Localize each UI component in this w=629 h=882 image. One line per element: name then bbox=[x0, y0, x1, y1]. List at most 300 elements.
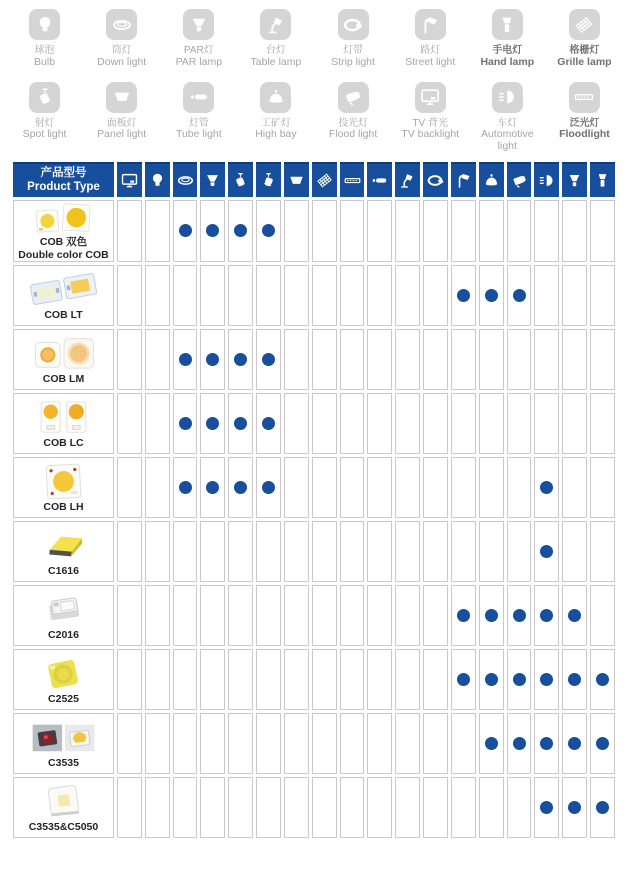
legend-item bbox=[315, 9, 392, 69]
legend-label-en: Floodlight bbox=[559, 128, 610, 141]
compatibility-dot bbox=[206, 417, 219, 430]
matrix-cell bbox=[145, 457, 170, 518]
matrix-row-c1616 bbox=[13, 521, 615, 582]
legend-label-en: High bay bbox=[255, 128, 297, 141]
matrix-cell bbox=[507, 649, 532, 710]
matrix-cell bbox=[507, 777, 532, 838]
table-lamp-icon bbox=[260, 9, 291, 40]
legend-item bbox=[83, 9, 160, 69]
matrix-cell bbox=[340, 329, 365, 390]
compatibility-dot bbox=[485, 289, 498, 302]
matrix-cell bbox=[451, 457, 476, 518]
matrix-row-cob-lh bbox=[13, 457, 615, 518]
matrix-cell bbox=[117, 393, 142, 454]
matrix-cell bbox=[173, 585, 198, 646]
matrix-cell bbox=[312, 393, 337, 454]
automotive-light-icon bbox=[492, 82, 523, 113]
matrix-cell bbox=[367, 713, 392, 774]
matrix-cell bbox=[173, 713, 198, 774]
matrix-cell bbox=[534, 393, 559, 454]
compatibility-dot bbox=[540, 673, 553, 686]
matrix-row-c2525 bbox=[13, 649, 615, 710]
matrix-cell bbox=[284, 393, 309, 454]
matrix-cell bbox=[312, 265, 337, 326]
compatibility-dot bbox=[262, 481, 275, 494]
matrix-cell bbox=[562, 713, 587, 774]
legend-label-en: Grille lamp bbox=[557, 55, 612, 68]
matrix-cell bbox=[423, 393, 448, 454]
product-image-cob-lh bbox=[14, 462, 113, 500]
product-label: C3535 bbox=[48, 756, 79, 769]
hand-lamp-icon bbox=[492, 9, 523, 40]
compatibility-dot bbox=[513, 609, 526, 622]
product-label: COB LM bbox=[42, 372, 85, 385]
matrix-cell bbox=[395, 585, 420, 646]
product-label: COB LT bbox=[44, 308, 83, 321]
matrix-cell bbox=[507, 713, 532, 774]
matrix-cell bbox=[479, 713, 504, 774]
compatibility-dot bbox=[234, 481, 247, 494]
matrix-cell bbox=[340, 265, 365, 326]
product-image-cob-double bbox=[14, 201, 113, 235]
matrix-row-cob-lt bbox=[13, 265, 615, 326]
matrix-cell bbox=[340, 777, 365, 838]
compatibility-dot bbox=[485, 673, 498, 686]
compatibility-dot bbox=[179, 224, 192, 237]
compatibility-dot bbox=[179, 353, 192, 366]
matrix-cell bbox=[340, 393, 365, 454]
compatibility-dot bbox=[234, 224, 247, 237]
matrix-cell bbox=[117, 200, 142, 262]
matrix-cell bbox=[228, 457, 253, 518]
matrix-header-down-light-icon bbox=[173, 162, 198, 197]
matrix-cell bbox=[562, 329, 587, 390]
matrix-cell bbox=[117, 777, 142, 838]
matrix-cell bbox=[117, 329, 142, 390]
matrix-cell bbox=[228, 393, 253, 454]
compatibility-dot bbox=[568, 609, 581, 622]
matrix-cell bbox=[117, 265, 142, 326]
matrix-cell bbox=[228, 585, 253, 646]
matrix-cell bbox=[256, 200, 281, 262]
matrix-cell bbox=[479, 585, 504, 646]
compatibility-dot bbox=[206, 481, 219, 494]
high-bay-icon bbox=[260, 82, 291, 113]
matrix-cell bbox=[312, 329, 337, 390]
matrix-header-par-lamp-icon bbox=[200, 162, 225, 197]
product-label: COB 双色 bbox=[39, 235, 88, 248]
matrix-cell bbox=[200, 329, 225, 390]
matrix-row-cob-lm bbox=[13, 329, 615, 390]
matrix-cell bbox=[451, 777, 476, 838]
matrix-body bbox=[13, 200, 615, 838]
matrix-cell bbox=[145, 585, 170, 646]
matrix-cell bbox=[200, 200, 225, 262]
compatibility-dot bbox=[262, 353, 275, 366]
matrix-cell bbox=[284, 649, 309, 710]
matrix-cell bbox=[173, 265, 198, 326]
matrix-cell bbox=[395, 329, 420, 390]
matrix-cell bbox=[145, 521, 170, 582]
matrix-cell bbox=[256, 713, 281, 774]
compatibility-dot bbox=[596, 801, 609, 814]
product-image-c3535 bbox=[14, 718, 113, 756]
compatibility-dot bbox=[262, 224, 275, 237]
matrix-cell bbox=[367, 649, 392, 710]
matrix-cell bbox=[256, 777, 281, 838]
matrix-cell bbox=[284, 713, 309, 774]
matrix-cell bbox=[423, 777, 448, 838]
legend-item bbox=[6, 82, 83, 153]
product-cell-c2016 bbox=[13, 585, 114, 646]
legend-item bbox=[392, 9, 469, 69]
legend-label-zh: PAR灯 bbox=[183, 45, 214, 56]
matrix-cell bbox=[590, 713, 615, 774]
grille-lamp-icon bbox=[569, 9, 600, 40]
matrix-cell bbox=[395, 713, 420, 774]
matrix-row-cob-double bbox=[13, 200, 615, 262]
matrix-row-c3535 bbox=[13, 713, 615, 774]
matrix-cell bbox=[145, 393, 170, 454]
legend-label-zh: 路灯 bbox=[420, 45, 441, 56]
matrix-cell bbox=[562, 200, 587, 262]
compatibility-dot bbox=[540, 801, 553, 814]
matrix-cell bbox=[256, 649, 281, 710]
matrix-cell bbox=[312, 585, 337, 646]
matrix-cell bbox=[479, 777, 504, 838]
matrix-cell bbox=[200, 649, 225, 710]
legend-label-zh: 投光灯 bbox=[338, 117, 369, 129]
compatibility-dot bbox=[179, 417, 192, 430]
product-image-cob-lm bbox=[14, 334, 113, 372]
product-image-cob-lt bbox=[14, 270, 113, 308]
matrix-cell bbox=[340, 521, 365, 582]
legend-label-en: Strip light bbox=[331, 55, 375, 68]
matrix-cell bbox=[395, 200, 420, 262]
matrix-cell bbox=[312, 200, 337, 262]
matrix-cell bbox=[173, 521, 198, 582]
matrix-cell bbox=[451, 329, 476, 390]
matrix-cell bbox=[534, 521, 559, 582]
matrix-cell bbox=[534, 649, 559, 710]
matrix-cell bbox=[312, 457, 337, 518]
legend-label-zh: 工矿灯 bbox=[260, 117, 291, 129]
product-label: C3535&C5050 bbox=[28, 820, 99, 833]
compatibility-dot bbox=[596, 737, 609, 750]
product-image-c3535-c5050 bbox=[14, 782, 113, 820]
matrix-cell bbox=[173, 393, 198, 454]
matrix-cell bbox=[395, 393, 420, 454]
matrix-cell bbox=[451, 200, 476, 262]
matrix-cell bbox=[228, 777, 253, 838]
compatibility-dot bbox=[540, 545, 553, 558]
legend-label-zh: 手电灯 bbox=[492, 45, 523, 56]
product-label: COB LH bbox=[43, 500, 84, 513]
product-type-matrix bbox=[10, 159, 618, 841]
matrix-cell bbox=[340, 713, 365, 774]
matrix-cell bbox=[367, 393, 392, 454]
matrix-cell bbox=[479, 265, 504, 326]
legend-label-en: TV backlight bbox=[401, 128, 460, 141]
tube-light-icon bbox=[183, 82, 214, 113]
matrix-cell bbox=[284, 200, 309, 262]
matrix-cell bbox=[534, 713, 559, 774]
down-light-icon bbox=[106, 9, 137, 40]
matrix-cell bbox=[284, 265, 309, 326]
matrix-cell bbox=[534, 777, 559, 838]
legend-item bbox=[469, 9, 546, 69]
compatibility-dot bbox=[457, 289, 470, 302]
matrix-cell bbox=[507, 521, 532, 582]
matrix-cell bbox=[173, 777, 198, 838]
matrix-cell bbox=[423, 200, 448, 262]
panel-light-icon bbox=[106, 82, 137, 113]
legend-label-en: PAR lamp bbox=[175, 55, 223, 68]
matrix-cell bbox=[507, 200, 532, 262]
legend-label-en: Flood light bbox=[328, 128, 378, 141]
matrix-header-spot-light-a-icon bbox=[228, 162, 253, 197]
matrix-cell bbox=[451, 521, 476, 582]
matrix-cell bbox=[479, 200, 504, 262]
matrix-cell bbox=[395, 521, 420, 582]
matrix-cell bbox=[284, 521, 309, 582]
legend-label-zh: 车灯 bbox=[497, 117, 518, 129]
matrix-cell bbox=[145, 649, 170, 710]
matrix-cell bbox=[200, 777, 225, 838]
compatibility-dot bbox=[568, 737, 581, 750]
product-cell-c1616 bbox=[13, 521, 114, 582]
matrix-cell bbox=[173, 200, 198, 262]
matrix-cell bbox=[451, 585, 476, 646]
legend-item bbox=[83, 82, 160, 153]
legend-label-zh: 面板灯 bbox=[106, 117, 137, 129]
legend-label-en: Street light bbox=[405, 55, 456, 68]
matrix-cell bbox=[590, 457, 615, 518]
matrix-cell bbox=[562, 585, 587, 646]
matrix-header-automotive-light-icon bbox=[534, 162, 559, 197]
compatibility-dot bbox=[206, 224, 219, 237]
legend-label-zh: 筒灯 bbox=[111, 45, 132, 56]
compatibility-dot bbox=[596, 673, 609, 686]
compatibility-dot bbox=[206, 353, 219, 366]
matrix-cell bbox=[312, 521, 337, 582]
product-label: Double color COB bbox=[18, 248, 109, 261]
matrix-header-street-light-icon bbox=[451, 162, 476, 197]
legend-label-zh: 灯带 bbox=[343, 45, 364, 56]
matrix-cell bbox=[200, 521, 225, 582]
matrix-cell bbox=[423, 649, 448, 710]
matrix-cell bbox=[451, 393, 476, 454]
matrix-cell bbox=[534, 457, 559, 518]
matrix-cell bbox=[534, 200, 559, 262]
matrix-row-c2016 bbox=[13, 585, 615, 646]
legend-label-en: Automotive light bbox=[481, 128, 534, 153]
matrix-header-flood-light-icon bbox=[507, 162, 532, 197]
matrix-cell bbox=[562, 521, 587, 582]
legend-label-en: Hand lamp bbox=[480, 55, 535, 68]
matrix-cell bbox=[145, 265, 170, 326]
matrix-cell bbox=[590, 777, 615, 838]
matrix-cell bbox=[590, 200, 615, 262]
matrix-cell bbox=[423, 521, 448, 582]
matrix-cell bbox=[340, 649, 365, 710]
legend-item bbox=[469, 82, 546, 153]
matrix-cell bbox=[562, 457, 587, 518]
matrix-cell bbox=[256, 457, 281, 518]
product-cell-cob-lm bbox=[13, 329, 114, 390]
matrix-cell bbox=[479, 457, 504, 518]
matrix-cell bbox=[117, 649, 142, 710]
compatibility-dot bbox=[568, 673, 581, 686]
compatibility-dot bbox=[485, 609, 498, 622]
legend-label-zh: 台灯 bbox=[265, 45, 286, 56]
matrix-cell bbox=[367, 265, 392, 326]
legend-item bbox=[546, 82, 623, 153]
street-light-icon bbox=[415, 9, 446, 40]
matrix-header-tube-light-icon bbox=[367, 162, 392, 197]
compatibility-dot bbox=[179, 481, 192, 494]
matrix-cell bbox=[534, 265, 559, 326]
matrix-cell bbox=[312, 713, 337, 774]
matrix-cell bbox=[479, 649, 504, 710]
bulb-icon bbox=[29, 9, 60, 40]
matrix-cell bbox=[451, 713, 476, 774]
matrix-header-bulb-icon bbox=[145, 162, 170, 197]
matrix-header-floodlight-strip-icon bbox=[340, 162, 365, 197]
product-cell-cob-lt bbox=[13, 265, 114, 326]
product-type-header-cell bbox=[13, 162, 114, 197]
compatibility-dot bbox=[540, 481, 553, 494]
matrix-cell bbox=[590, 329, 615, 390]
matrix-cell bbox=[423, 713, 448, 774]
product-cell-c3535 bbox=[13, 713, 114, 774]
matrix-cell bbox=[367, 777, 392, 838]
matrix-cell bbox=[507, 265, 532, 326]
matrix-cell bbox=[200, 713, 225, 774]
matrix-cell bbox=[173, 329, 198, 390]
matrix-cell bbox=[590, 265, 615, 326]
matrix-cell bbox=[395, 649, 420, 710]
compatibility-dot bbox=[513, 737, 526, 750]
legend-label-zh: 泛光灯 bbox=[569, 117, 600, 129]
product-cell-c2525 bbox=[13, 649, 114, 710]
compatibility-dot bbox=[234, 353, 247, 366]
matrix-cell bbox=[367, 521, 392, 582]
matrix-cell bbox=[256, 585, 281, 646]
matrix-header-panel-light-icon bbox=[284, 162, 309, 197]
matrix-cell bbox=[200, 393, 225, 454]
matrix-cell bbox=[367, 457, 392, 518]
matrix-header-tv-backlight-icon bbox=[117, 162, 142, 197]
legend-item bbox=[237, 82, 314, 153]
matrix-cell bbox=[256, 329, 281, 390]
strip-light-icon bbox=[338, 9, 369, 40]
product-label: COB LC bbox=[43, 436, 84, 449]
matrix-cell bbox=[117, 585, 142, 646]
legend-row-1 bbox=[6, 9, 623, 69]
matrix-header-hand-lamp-icon bbox=[590, 162, 615, 197]
product-label: C1616 bbox=[48, 564, 79, 577]
legend-label-en: Table lamp bbox=[250, 55, 302, 68]
product-image-cob-lc bbox=[14, 398, 113, 436]
matrix-cell bbox=[395, 777, 420, 838]
legend-item bbox=[392, 82, 469, 153]
matrix-cell bbox=[284, 585, 309, 646]
matrix-cell bbox=[228, 713, 253, 774]
lamp-type-legend bbox=[0, 0, 629, 153]
compatibility-dot bbox=[540, 737, 553, 750]
matrix-cell bbox=[117, 713, 142, 774]
matrix-header-table-lamp-icon bbox=[395, 162, 420, 197]
matrix-cell bbox=[451, 265, 476, 326]
matrix-cell bbox=[228, 329, 253, 390]
legend-label-en: Bulb bbox=[34, 55, 56, 68]
legend-label-en: Spot light bbox=[22, 128, 67, 141]
legend-label-zh: 灯管 bbox=[188, 117, 209, 129]
legend-label-en: Tube light bbox=[175, 128, 222, 141]
matrix-cell bbox=[256, 265, 281, 326]
matrix-cell bbox=[507, 457, 532, 518]
matrix-cell bbox=[228, 649, 253, 710]
matrix-cell bbox=[145, 329, 170, 390]
compatibility-dot bbox=[485, 737, 498, 750]
matrix-header-high-bay-icon bbox=[479, 162, 504, 197]
product-label: C2525 bbox=[48, 692, 79, 705]
matrix-cell bbox=[340, 585, 365, 646]
matrix-cell bbox=[479, 521, 504, 582]
floodlight-strip-icon bbox=[569, 82, 600, 113]
matrix-cell bbox=[117, 457, 142, 518]
legend-row-2 bbox=[6, 82, 623, 153]
matrix-cell bbox=[423, 457, 448, 518]
legend-item bbox=[160, 9, 237, 69]
matrix-cell bbox=[256, 393, 281, 454]
flood-light-icon bbox=[338, 82, 369, 113]
product-label: C2016 bbox=[48, 628, 79, 641]
par-lamp-icon bbox=[183, 9, 214, 40]
matrix-cell bbox=[340, 457, 365, 518]
matrix-cell bbox=[228, 521, 253, 582]
matrix-cell bbox=[145, 200, 170, 262]
compatibility-dot bbox=[568, 801, 581, 814]
matrix-cell bbox=[562, 777, 587, 838]
matrix-row-c3535-c5050 bbox=[13, 777, 615, 838]
matrix-cell bbox=[145, 777, 170, 838]
matrix-cell bbox=[395, 457, 420, 518]
legend-label-en: Down light bbox=[97, 55, 147, 68]
product-type-title-en: Product Type bbox=[27, 181, 100, 194]
product-cell-cob-double bbox=[13, 200, 114, 262]
product-cell-cob-lc bbox=[13, 393, 114, 454]
compatibility-dot bbox=[457, 609, 470, 622]
matrix-cell bbox=[590, 649, 615, 710]
matrix-row-cob-lc bbox=[13, 393, 615, 454]
matrix-cell bbox=[312, 777, 337, 838]
matrix-cell bbox=[312, 649, 337, 710]
matrix-cell bbox=[200, 265, 225, 326]
product-image-c2016 bbox=[14, 590, 113, 628]
matrix-cell bbox=[340, 200, 365, 262]
compatibility-dot bbox=[513, 673, 526, 686]
matrix-cell bbox=[256, 521, 281, 582]
matrix-cell bbox=[534, 329, 559, 390]
matrix-cell bbox=[479, 393, 504, 454]
spot-light-icon bbox=[29, 82, 60, 113]
product-cell-c3535-c5050 bbox=[13, 777, 114, 838]
matrix-cell bbox=[507, 329, 532, 390]
compatibility-dot bbox=[262, 417, 275, 430]
matrix-header-floodlight-cone-icon bbox=[562, 162, 587, 197]
